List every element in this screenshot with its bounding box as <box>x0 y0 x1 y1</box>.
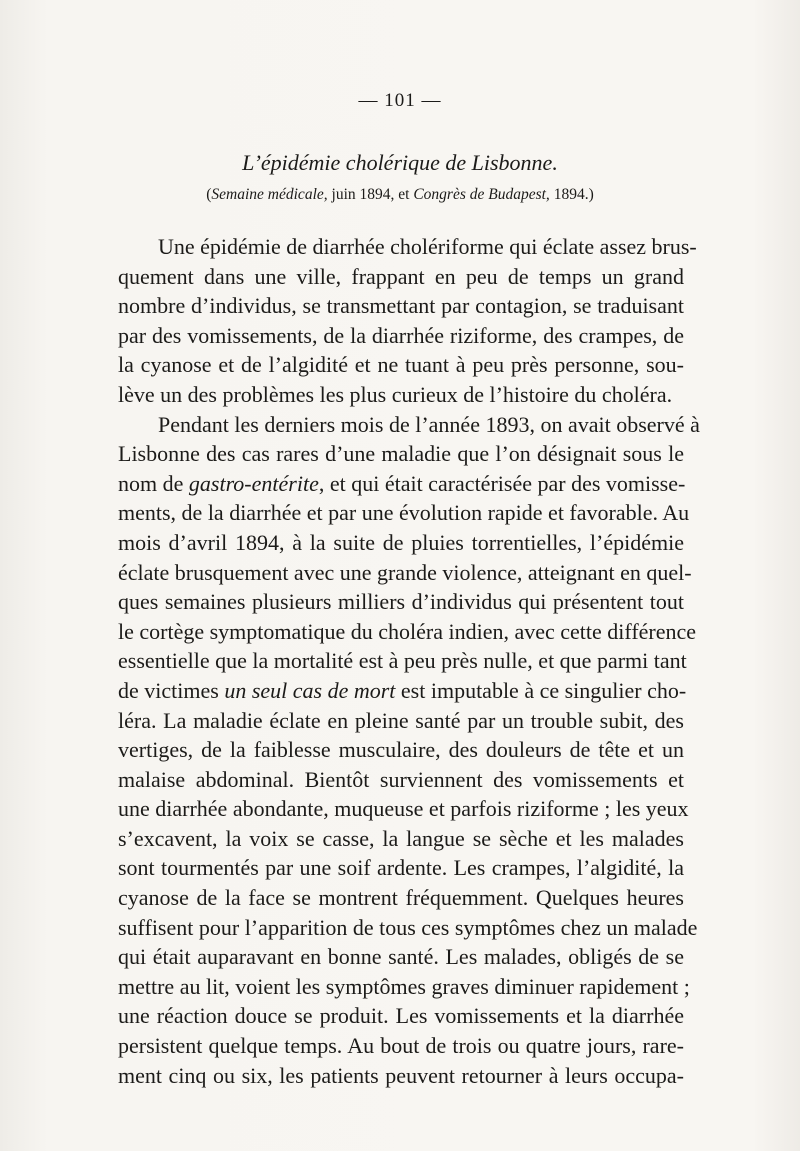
body-line: Une épidémie de diarrhée cholériforme qui éclate assez brus- <box>158 234 697 259</box>
body-line: suffisent pour l’apparition de tous ces symptômes chez un malade <box>118 914 698 940</box>
body-line: essentielle que la mortalité est à peu près nulle, et que parmi tant <box>118 648 687 674</box>
source-citation <box>0 186 800 204</box>
body-line: mois d’avril 1894, à la suite de pluies torrentielles, l’épidémie <box>118 529 684 555</box>
citation-date-2: 1894.) <box>549 186 594 203</box>
line-segment: est imputable à ce singulier cho- <box>395 677 687 703</box>
body-line: quement dans une ville, frappant en peu de temps un grand <box>118 263 684 289</box>
body-line: cyanose de la face se montrent fréquemment. Quelques heures <box>118 885 684 911</box>
body-line: la cyanose et de l’algidité et ne tuant à peu près personne, sou- <box>118 352 684 378</box>
body-line: éclate brusquement avec une grande violence, atteignant en quel- <box>118 559 692 585</box>
citation-journal: Semaine médicale, <box>211 186 328 203</box>
page-number: — 101 — <box>358 90 442 111</box>
body-line: ments, de la diarrhée et par une évolution rapide et favorable. Au <box>118 500 690 526</box>
body-line: par des vomissements, de la diarrhée riziforme, des crampes, de <box>118 322 684 348</box>
body-line: s’excavent, la voix se casse, la langue se sèche et les malades <box>118 825 684 851</box>
body-line: léra. La maladie éclate en pleine santé par un trouble subit, des <box>118 707 684 733</box>
body-line: ques semaines plusieurs milliers d’individus qui présentent tout <box>118 589 684 615</box>
body-line: ment cinq ou six, les patients peuvent retourner à leurs occupa- <box>118 1062 684 1088</box>
citation-date-1: juin 1894, et <box>327 186 414 203</box>
body-line: lève un des problèmes les plus curieux de l’histoire du choléra. <box>118 381 673 407</box>
body-line-italic-phrase <box>118 676 687 706</box>
italic-term: gastro-entérite <box>188 470 319 496</box>
body-line: qui était auparavant en bonne santé. Les malades, obligés de se <box>118 944 684 970</box>
body-line: malaise abdominal. Bientôt surviennent des vomissements et <box>118 766 684 792</box>
line-segment: de victimes <box>118 677 225 703</box>
line-segment: , et qui était caractérisée par des vomisse- <box>318 470 686 496</box>
body-line: mettre au lit, voient les symptômes graves diminuer rapidement ; <box>118 973 690 999</box>
body-line-italic-term <box>118 469 684 499</box>
article-title: L’épidémie cholérique de Lisbonne. <box>242 150 558 175</box>
body-line: persistent quelque temps. Au bout de trois ou quatre jours, rare- <box>118 1033 684 1059</box>
body-line: une diarrhée abondante, muqueuse et parfois riziforme ; les yeux <box>118 796 689 822</box>
body-line: sont tourmentés par une soif ardente. Les crampes, l’algidité, la <box>118 855 684 881</box>
body-text <box>118 232 700 1090</box>
body-line: vertiges, de la faiblesse musculaire, des douleurs de tête et un <box>118 737 684 763</box>
body-line: le cortège symptomatique du choléra indien, avec cette différence <box>118 618 697 644</box>
body-line: Pendant les derniers mois de l’année 1893, on avait observé à <box>158 411 700 437</box>
citation-open-paren: ( <box>206 186 212 203</box>
italic-phrase: un seul cas de mort <box>224 677 396 703</box>
body-line: une réaction douce se produit. Les vomissements et la diarrhée <box>118 1003 684 1029</box>
body-line: Lisbonne des cas rares d’une maladie que l’on désignait sous le <box>118 441 684 467</box>
line-segment: nom de <box>118 470 189 496</box>
citation-congress: Congrès de Budapest, <box>413 186 550 203</box>
body-line: nombre d’individus, se transmettant par contagion, se traduisant <box>118 293 684 319</box>
